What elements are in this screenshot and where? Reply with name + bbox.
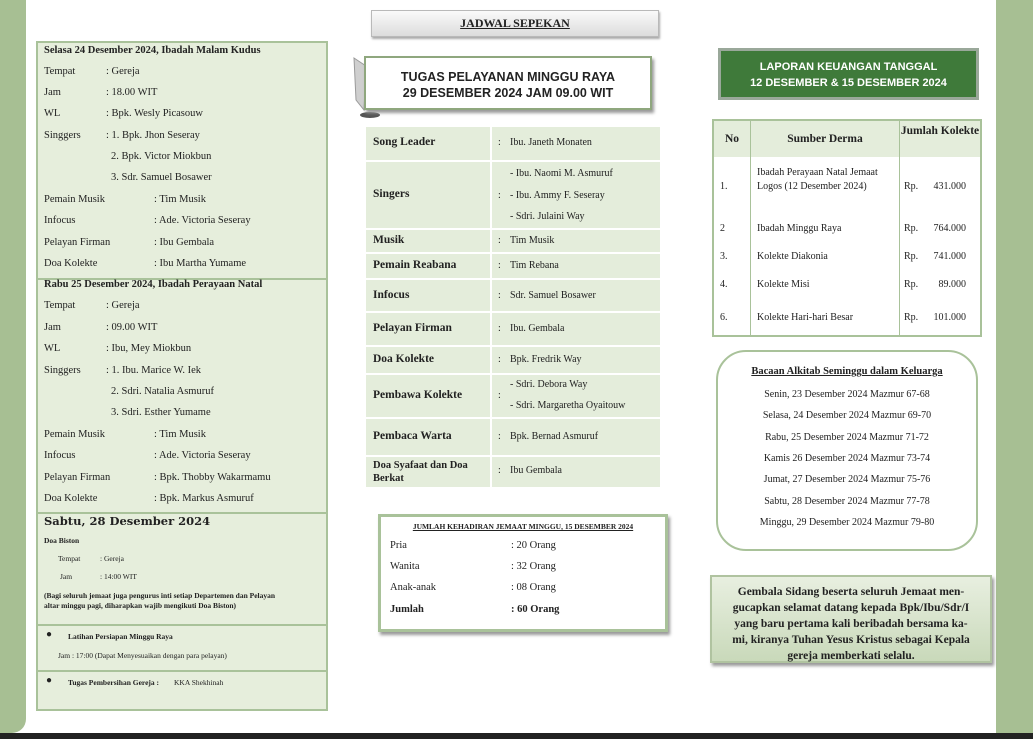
row-sumber: Kolekte Hari-hari Besar (757, 312, 854, 323)
wl-label: WL (44, 108, 61, 119)
jam-label: Jam (44, 87, 61, 98)
doa-kolekte-label: Doa Kolekte (44, 493, 98, 504)
row-rp: Rp. (904, 223, 919, 234)
singers-value: : 1. Ibu. Marice W. Iek (106, 365, 202, 376)
attendance-box (378, 514, 668, 632)
row-rp: Rp. (904, 251, 919, 262)
column-divider (490, 127, 492, 160)
table-row (366, 127, 660, 160)
role-label: Pelayan Firman (373, 322, 452, 334)
welcome-line: gucapkan selamat datang kepada Bpk/Ibu/Sdr/I (732, 602, 970, 614)
colon: : (498, 465, 501, 476)
tempat-label: Tempat (44, 300, 76, 311)
role-value: - Ibu. Ammy F. Seseray (510, 190, 605, 201)
header-jumlah: Jumlah Kolekte (900, 121, 980, 157)
role-label: Song Leader (373, 136, 436, 148)
bacaan-alkitab-box (716, 350, 978, 551)
pelayan-firman-label: Pelayan Firman (44, 237, 111, 248)
schedule-section-latihan (38, 624, 326, 672)
infocus-label: Infocus (44, 215, 76, 226)
bacaan-line: Sabtu, 28 Desember 2024 Mazmur 77-78 (764, 496, 930, 507)
column-divider (490, 254, 492, 278)
singers-value: : 1. Bpk. Jhon Seseray (106, 130, 200, 141)
tempat-value: : Gereja (106, 300, 140, 311)
role-value: Sdr. Samuel Bosawer (510, 290, 596, 301)
attendance-label: Pria (390, 540, 407, 551)
colon: : (498, 354, 501, 365)
attendance-value: : 32 Orang (511, 561, 556, 572)
jam-label: Jam (60, 572, 73, 581)
table-row (366, 457, 660, 487)
wl-value: : Ibu, Mey Miokbun (106, 343, 192, 354)
role-value: - Ibu. Naomi M. Asmuruf (510, 168, 613, 179)
role-value: Ibu. Gembala (510, 323, 565, 334)
doa-kolekte-value: : Ibu Martha Yumame (154, 258, 247, 269)
section-title: Selasa 24 Desember 2024, Ibadah Malam Kudus (44, 45, 261, 56)
attendance-title: JUMLAH KEHADIRAN JEMAAT MINGGU, 15 DESEMBER 2024 (412, 522, 634, 531)
infocus-label: Infocus (44, 450, 76, 461)
jam-value: : 09.00 WIT (106, 322, 158, 333)
column-divider (490, 347, 492, 373)
schedule-section-doa-biston (38, 512, 326, 626)
pemain-musik-label: Pemain Musik (44, 194, 105, 205)
bacaan-line: Rabu, 25 Desember 2024 Mazmur 71-72 (765, 432, 929, 443)
bacaan-line: Minggu, 29 Desember 2024 Mazmur 79-80 (759, 517, 935, 528)
row-sumber: Kolekte Misi (757, 279, 810, 290)
attendance-label: Anak-anak (390, 582, 437, 593)
jam-value: : 14:00 WIT (100, 572, 137, 581)
colon: : (498, 260, 501, 271)
pemain-musik-value: : Tim Musik (154, 194, 206, 205)
doa-kolekte-value: : Bpk. Markus Asmuruf (154, 493, 254, 504)
table-row (366, 280, 660, 311)
pelayan-firman-value: : Ibu Gembala (154, 237, 215, 248)
role-label: Musik (373, 234, 405, 246)
role-value: - Sdri. Debora Way (510, 379, 588, 390)
page-title: JADWAL SEPEKAN (371, 10, 659, 37)
row-sumber: Kolekte Diakonia (757, 251, 828, 262)
tempat-value: : Gereja (100, 554, 124, 563)
schedule-section-pembersihan (38, 670, 326, 709)
welcome-message-box (710, 575, 992, 663)
schedule-section-perayaan-natal (38, 278, 326, 514)
laporan-line-2: 12 DESEMBER & 15 DESEMBER 2024 (750, 77, 947, 89)
wl-value: : Bpk. Wesly Picasouw (106, 108, 203, 119)
column-divider (490, 162, 492, 228)
role-value: Bpk. Fredrik Way (510, 354, 582, 365)
colon: : (498, 235, 501, 246)
table-row (366, 375, 660, 417)
column-divider (490, 230, 492, 252)
right-decorative-border (996, 0, 1033, 733)
role-label: Pembawa Kolekte (373, 389, 463, 401)
row-amount: 431.000 (933, 181, 966, 192)
role-label: Infocus (373, 289, 410, 301)
colon: : (498, 431, 501, 442)
role-label: Pemain Reabana (373, 259, 457, 271)
row-rp: Rp. (904, 181, 919, 192)
colon: : (498, 390, 501, 401)
welcome-line: gereja memberkati selalu. (787, 650, 915, 662)
singers-label: Singgers (44, 365, 81, 376)
welcome-line: Gembala Sidang beserta seluruh Jemaat men- (737, 586, 965, 598)
table-row (366, 254, 660, 278)
welcome-line: mi, kiranya Tuhan Yesus Kristus sebagai Kepala (732, 634, 970, 646)
column-divider (490, 457, 492, 487)
role-value: Tim Musik (510, 235, 555, 246)
row-amount: 764.000 (933, 223, 966, 234)
role-value: - Sdri. Julaini Way (510, 211, 585, 222)
bacaan-line: Kamis 26 Desember 2024 Mazmur 73-74 (763, 453, 931, 464)
column-divider (490, 375, 492, 417)
left-decorative-border (0, 0, 26, 733)
singers-label: Singgers (44, 130, 81, 141)
section-title: Rabu 25 Desember 2024, Ibadah Perayaan Natal (44, 279, 263, 290)
laporan-keuangan-banner (718, 48, 979, 100)
column-divider (490, 419, 492, 455)
row-no: 3. (720, 251, 728, 262)
welcome-line: yang baru pertama kali beribadah bersama ka- (734, 618, 968, 630)
wl-label: WL (44, 343, 61, 354)
table-row (366, 162, 660, 228)
row-no: 4. (720, 279, 728, 290)
singer-3: 3. Sdr. Samuel Bosawer (111, 172, 212, 183)
singer-3: 3. Sdri. Esther Yumame (111, 407, 211, 418)
note-line-1: (Bagi seluruh jemaat juga pengurus inti setiap Departemen dan Pelayan (44, 591, 276, 600)
column-divider (750, 121, 751, 335)
latihan-jam: Jam : 17:00 (Dapat Menyesuaikan dengan para pelayan) (58, 651, 227, 660)
bacaan-title: Bacaan Alkitab Seminggu dalam Keluarga (751, 366, 943, 377)
jam-value: : 18.00 WIT (106, 87, 158, 98)
colon: : (498, 290, 501, 301)
row-rp: Rp. (904, 312, 919, 323)
pembersihan-value: KKA Shekhinah (174, 678, 224, 687)
colon: : (498, 323, 501, 334)
bottom-bar (0, 733, 1033, 739)
column-divider (899, 121, 900, 335)
infocus-value: : Ade. Victoria Seseray (154, 215, 251, 226)
tempat-label: Tempat (58, 554, 81, 563)
attendance-total-value: : 60 Orang (511, 604, 560, 615)
tempat-label: Tempat (44, 66, 76, 77)
header-sumber: Sumber Derma (751, 121, 899, 157)
header-no: No (714, 121, 750, 157)
section-title: Sabtu, 28 Desember 2024 (44, 514, 211, 528)
row-amount: 89.000 (938, 279, 966, 290)
weekly-schedule-panel (36, 41, 328, 711)
role-value: Bpk. Bernad Asmuruf (510, 431, 599, 442)
row-no: 2 (720, 223, 725, 234)
bacaan-line: Selasa, 24 Desember 2024 Mazmur 69-70 (762, 410, 932, 421)
column-divider (490, 280, 492, 311)
singer-2: 2. Sdri. Natalia Asmuruf (111, 386, 214, 397)
pembersihan-label: Tugas Pembersihan Gereja : (68, 678, 160, 687)
table-row (366, 347, 660, 373)
colon: : (498, 137, 501, 148)
tugas-line-2: 29 DESEMBER 2024 JAM 09.00 WIT (402, 86, 614, 100)
tempat-value: : Gereja (106, 66, 140, 77)
row-no: 1. (720, 181, 728, 192)
role-label: Singers (373, 188, 410, 200)
laporan-line-1: LAPORAN KEUANGAN TANGGAL (759, 61, 938, 73)
schedule-section-malam-kudus (38, 43, 326, 280)
bullet-icon: ● (46, 629, 53, 640)
row-amount: 101.000 (933, 312, 966, 323)
pelayan-firman-value: : Bpk. Thobby Wakarmamu (154, 472, 271, 483)
row-rp: Rp. (904, 279, 919, 290)
column-divider (490, 313, 492, 345)
attendance-total-label: Jumlah (390, 604, 424, 615)
pelayan-firman-label: Pelayan Firman (44, 472, 111, 483)
role-value: Ibu Gembala (510, 465, 562, 476)
note-line-2: altar minggu pagi, diharapkan wajib mengikuti Doa Biston) (44, 601, 236, 610)
bullet-icon: ● (46, 675, 53, 686)
tugas-line-1: TUGAS PELAYANAN MINGGU RAYA (400, 70, 616, 84)
row-sumber: Ibadah Minggu Raya (757, 223, 842, 234)
attendance-label: Wanita (390, 561, 420, 572)
doa-biston-label: Doa Biston (44, 536, 80, 545)
row-sumber: Ibadah Perayaan Natal Jemaat Logos (12 Desember 2024) (757, 167, 878, 192)
row-amount: 741.000 (933, 251, 966, 262)
finance-table (712, 119, 982, 337)
table-row (366, 230, 660, 252)
role-label: Pembaca Warta (373, 430, 452, 442)
role-value: - Sdri. Margaretha Oyaitouw (510, 400, 626, 411)
role-label: Doa Kolekte (373, 353, 435, 365)
table-row (366, 419, 660, 455)
infocus-value: : Ade. Victoria Seseray (154, 450, 251, 461)
singer-2: 2. Bpk. Victor Miokbun (111, 151, 212, 162)
row-no: 6. (720, 312, 728, 323)
attendance-value: : 08 Orang (511, 582, 556, 593)
latihan-title: Latihan Persiapan Minggu Raya (68, 632, 173, 641)
table-row (366, 313, 660, 345)
bacaan-line: Jumat, 27 Desember 2024 Mazmur 75-76 (763, 474, 931, 485)
jam-label: Jam (44, 322, 61, 333)
role-label: Doa Syafaat dan Doa Berkat (373, 460, 468, 484)
tugas-pelayanan-banner (364, 56, 652, 110)
bacaan-line: Senin, 23 Desember 2024 Mazmur 67-68 (764, 389, 930, 400)
colon: : (498, 190, 501, 201)
role-value: Tim Rebana (510, 260, 559, 271)
doa-kolekte-label: Doa Kolekte (44, 258, 98, 269)
pemain-musik-label: Pemain Musik (44, 429, 105, 440)
role-value: Ibu. Janeth Monaten (510, 137, 592, 148)
attendance-value: : 20 Orang (511, 540, 556, 551)
pemain-musik-value: : Tim Musik (154, 429, 206, 440)
